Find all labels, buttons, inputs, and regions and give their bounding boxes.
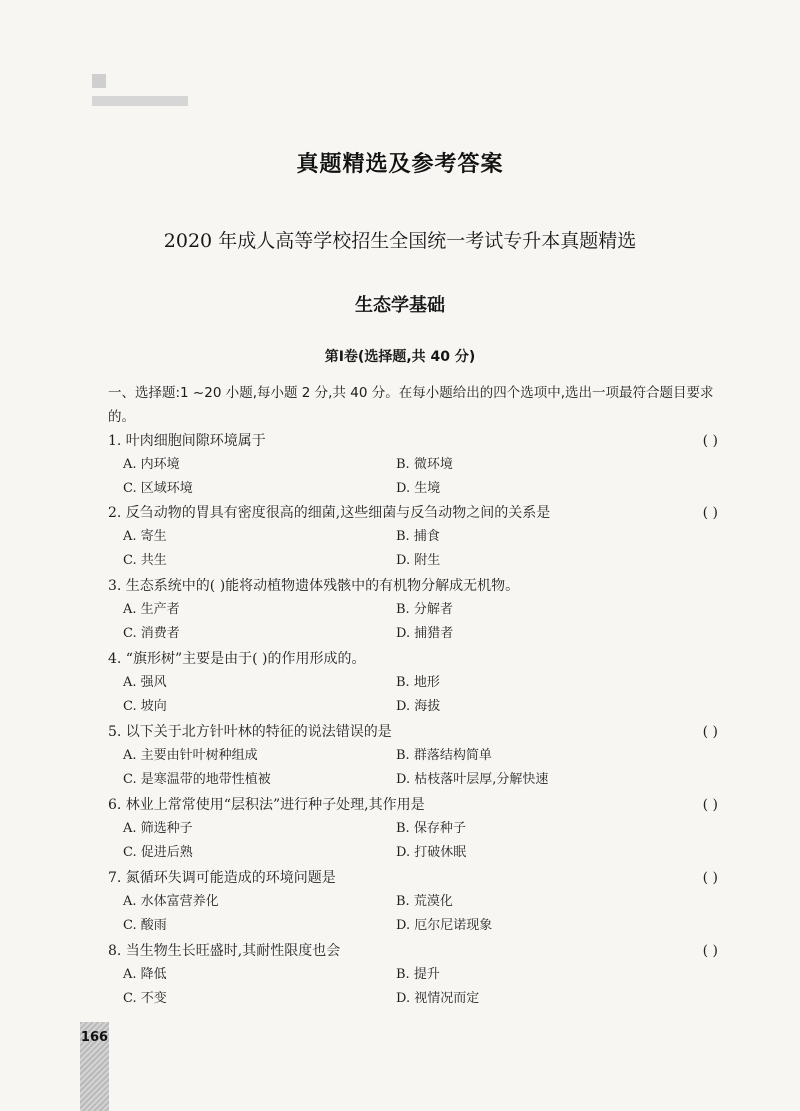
option-b: B. 提升 bbox=[396, 967, 440, 982]
option-b: B. 地形 bbox=[396, 675, 440, 690]
question-stem: 7. 氮循环失调可能造成的环境问题是 bbox=[108, 870, 336, 886]
option-a: A. 内环境 bbox=[123, 457, 180, 472]
exam-title: 2020 年成人高等学校招生全国统一考试专升本真题精选 bbox=[163, 230, 637, 252]
answer-bracket: ( ) bbox=[702, 943, 718, 959]
option-c: C. 是寒温带的地带性植被 bbox=[123, 772, 271, 787]
option-c: C. 消费者 bbox=[123, 626, 180, 641]
answer-bracket: ( ) bbox=[702, 724, 718, 740]
option-c: C. 共生 bbox=[123, 553, 167, 568]
subject-title: 生态学基础 bbox=[355, 295, 445, 316]
question-stem: 4. “旗形树”主要是由于( )的作用形成的。 bbox=[108, 651, 366, 667]
answer-bracket: ( ) bbox=[702, 870, 718, 886]
corner-bar bbox=[92, 96, 188, 106]
option-d: D. 视情况而定 bbox=[396, 991, 480, 1006]
option-b: B. 分解者 bbox=[396, 602, 453, 617]
answer-bracket: ( ) bbox=[702, 433, 718, 449]
option-a: A. 强风 bbox=[123, 675, 167, 690]
volume-title: 第Ⅰ卷(选择题,共 40 分) bbox=[324, 349, 476, 365]
option-b: B. 群落结构简单 bbox=[396, 748, 492, 763]
option-b: B. 微环境 bbox=[396, 457, 453, 472]
option-d: D. 海拔 bbox=[396, 699, 441, 714]
option-c: C. 促进后熟 bbox=[123, 845, 193, 860]
option-d: D. 打破休眠 bbox=[396, 845, 467, 860]
answer-bracket: ( ) bbox=[702, 797, 718, 813]
section-instructions: 一、选择题:1 ~20 小题,每小题 2 分,共 40 分。在每小题给出的四个选项中,选出一项最符合题目要求的。 bbox=[108, 385, 714, 425]
option-a: A. 主要由针叶树种组成 bbox=[123, 748, 258, 763]
question-2 bbox=[108, 503, 720, 577]
question-3 bbox=[108, 576, 720, 650]
option-d: D. 捕猎者 bbox=[396, 626, 454, 641]
question-stem: 6. 林业上常常使用“层积法”进行种子处理,其作用是 bbox=[108, 797, 425, 813]
question-stem: 3. 生态系统中的( )能将动植物遗体残骸中的有机物分解成无机物。 bbox=[108, 578, 520, 594]
option-c: C. 坡向 bbox=[123, 699, 167, 714]
option-a: A. 生产者 bbox=[123, 602, 180, 617]
question-4 bbox=[108, 649, 720, 723]
option-b: B. 捕食 bbox=[396, 529, 440, 544]
question-stem: 1. 叶肉细胞间隙环境属于 bbox=[108, 433, 266, 449]
question-1 bbox=[108, 431, 720, 505]
question-8 bbox=[108, 941, 720, 1015]
option-c: C. 区域环境 bbox=[123, 481, 193, 496]
option-a: A. 筛选种子 bbox=[123, 821, 193, 836]
option-d: D. 枯枝落叶层厚,分解快速 bbox=[396, 772, 549, 787]
page-number: 166 bbox=[80, 1030, 109, 1045]
option-b: B. 荒漠化 bbox=[396, 894, 453, 909]
question-6 bbox=[108, 795, 720, 869]
option-a: A. 寄生 bbox=[123, 529, 167, 544]
option-b: B. 保存种子 bbox=[396, 821, 466, 836]
option-d: D. 附生 bbox=[396, 553, 441, 568]
question-5 bbox=[108, 722, 720, 796]
question-7 bbox=[108, 868, 720, 942]
page-title: 真题精选及参考答案 bbox=[296, 152, 504, 177]
corner-mark bbox=[92, 74, 106, 88]
answer-bracket: ( ) bbox=[702, 505, 718, 521]
option-d: D. 厄尔尼诺现象 bbox=[396, 918, 493, 933]
question-stem: 5. 以下关于北方针叶林的特征的说法错误的是 bbox=[108, 724, 392, 740]
option-c: C. 酸雨 bbox=[123, 918, 167, 933]
option-c: C. 不变 bbox=[123, 991, 167, 1006]
option-d: D. 生境 bbox=[396, 481, 441, 496]
option-a: A. 降低 bbox=[123, 967, 167, 982]
question-stem: 2. 反刍动物的胃具有密度很高的细菌,这些细菌与反刍动物之间的关系是 bbox=[108, 505, 551, 521]
option-a: A. 水体富营养化 bbox=[123, 894, 219, 909]
question-stem: 8. 当生物生长旺盛时,其耐性限度也会 bbox=[108, 943, 341, 959]
